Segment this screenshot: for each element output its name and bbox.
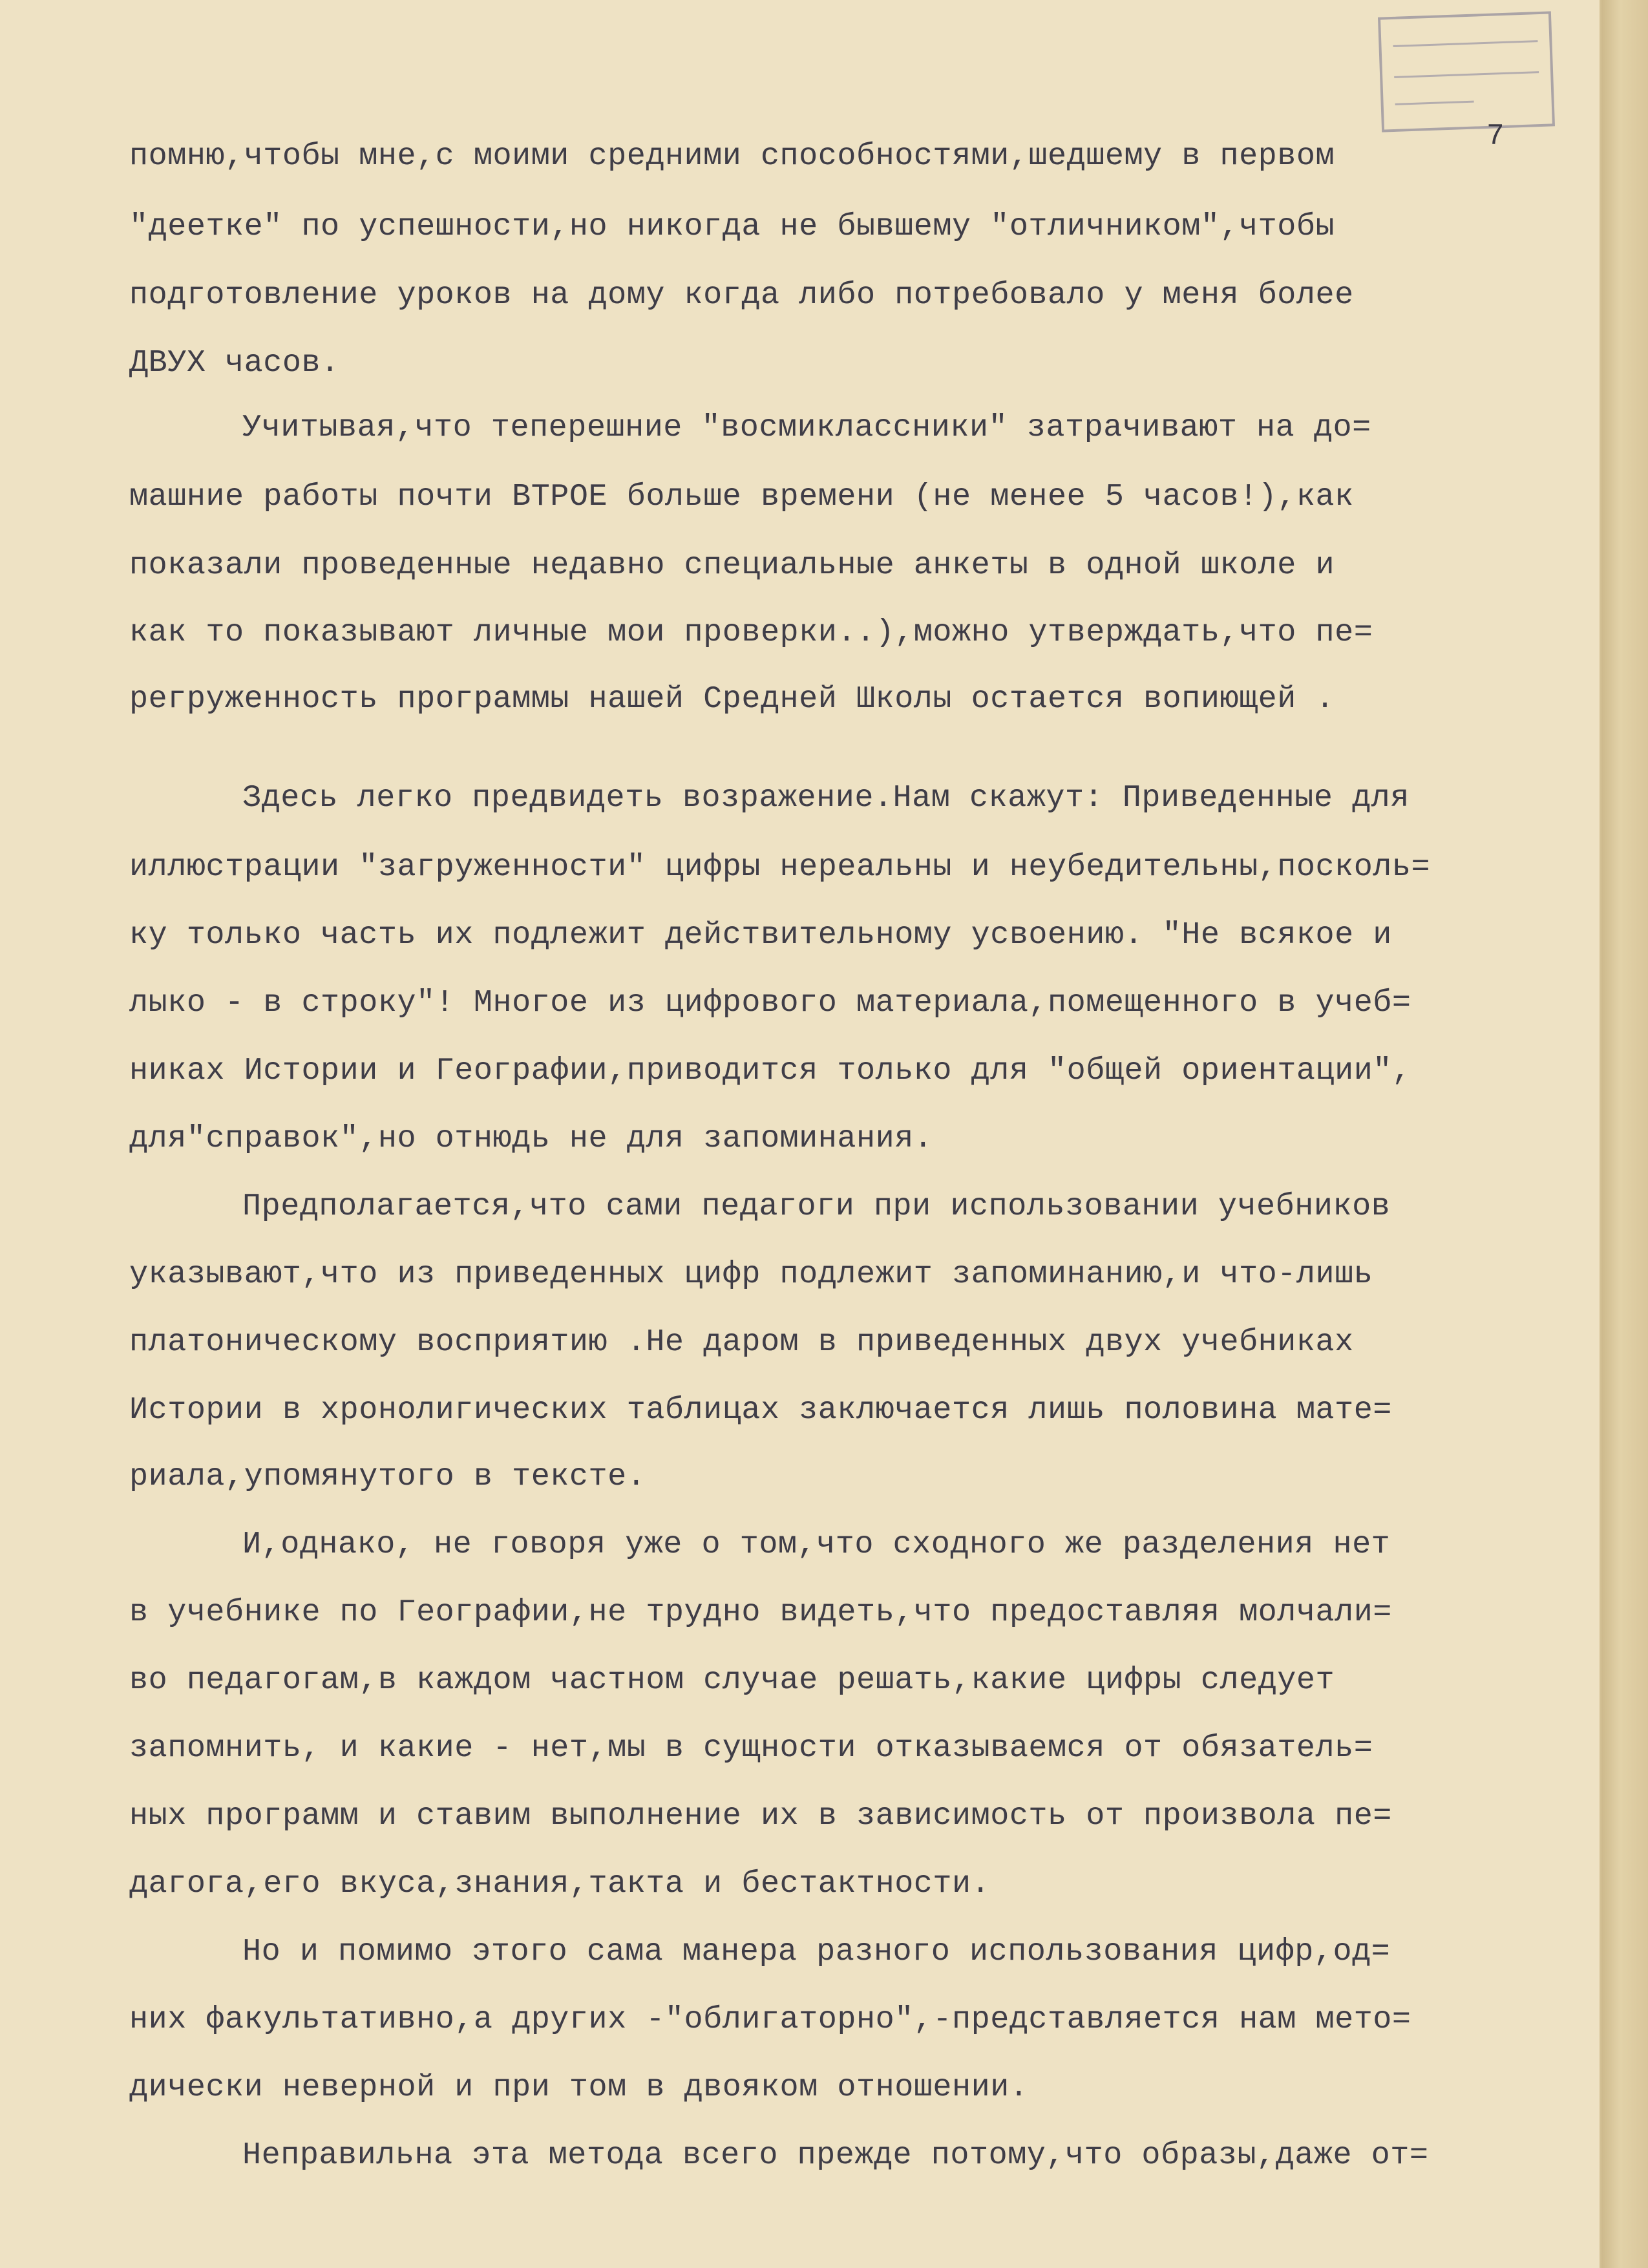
page-number: 7 xyxy=(1486,120,1505,153)
text-line: для"справок",но отнюдь не для запоминания. xyxy=(129,1121,933,1156)
text-line: них факультативно,а других -"облигаторно",-представляется нам мето= xyxy=(129,2002,1411,2037)
text-line: дически неверной и при том в двояком отношении. xyxy=(129,2070,1029,2105)
text-line: Неправильна эта метода всего прежде потому,что образы,даже от= xyxy=(242,2137,1429,2173)
text-line: риала,упомянутого в тексте. xyxy=(129,1459,646,1494)
text-line: ных программ и ставим выполнение их в зависимость от произвола пе= xyxy=(129,1798,1392,1834)
text-line: Предполагается,что сами педагоги при использовании учебников xyxy=(242,1189,1391,1224)
text-line: машние работы почти ВТРОЕ больше времени (не менее 5 часов!),как xyxy=(129,479,1354,514)
stamp-rule xyxy=(1393,40,1537,47)
text-line: регруженность программы нашей Средней Школы остается вопиющей . xyxy=(129,681,1335,717)
text-line: платоническому восприятию .Не даром в приведенных двух учебниках xyxy=(129,1324,1354,1360)
text-line: лыко - в строку"! Многое из цифрового материала,помещенного в учеб= xyxy=(129,985,1411,1021)
text-line: Истории в хронолигических таблицах заключается лишь половина мате= xyxy=(129,1392,1392,1428)
archive-stamp xyxy=(1378,11,1555,132)
text-line: Здесь легко предвидеть возражение.Нам скажут: Приведенные для xyxy=(242,780,1410,816)
text-line: подготовление уроков на дому когда либо потребовало у меня более xyxy=(129,277,1354,313)
text-line: дагога,его вкуса,знания,такта и бестактности. xyxy=(129,1866,991,1902)
text-line: иллюстрации "загруженности" цифры нереальны и неубедительны,посколь= xyxy=(129,849,1431,885)
text-line: запомнить, и какие - нет,мы в сущности отказываемся от обязатель= xyxy=(129,1730,1373,1766)
text-line: никах Истории и Географии,приводится только для "общей ориентации", xyxy=(129,1053,1411,1088)
text-line: Но и помимо этого сама манера разного использования цифр,од= xyxy=(242,1934,1391,1969)
text-line: И,однако, не говоря уже о том,что сходного же разделения нет xyxy=(242,1527,1391,1562)
text-line: указывают,что из приведенных цифр подлежит запоминанию,и что-лишь xyxy=(129,1256,1373,1292)
text-line: "деетке" по успешности,но никогда не бывшему "отличником",чтобы xyxy=(129,209,1335,244)
text-line: помню,чтобы мне,с моими средними способностями,шедшему в первом xyxy=(129,138,1335,174)
text-line: ку только часть их подлежит действительному усвоению. "Не всякое и xyxy=(129,917,1392,953)
stamp-rule xyxy=(1395,101,1474,105)
text-line: ДВУХ часов. xyxy=(129,345,340,381)
text-line: Учитывая,что теперешние "восмиклассники" затрачивают на до= xyxy=(242,410,1371,445)
text-line: показали проведенные недавно специальные анкеты в одной школе и xyxy=(129,547,1335,583)
text-line: во педагогам,в каждом частном случае решать,какие цифры следует xyxy=(129,1662,1335,1698)
stamp-rule xyxy=(1394,71,1539,78)
text-line: как то показывают личные мои проверки..),можно утверждать,что пе= xyxy=(129,615,1373,650)
page-fold-edge xyxy=(1601,0,1648,2268)
text-line: в учебнике по Географии,не трудно видеть,что предоставляя молчали= xyxy=(129,1595,1392,1630)
